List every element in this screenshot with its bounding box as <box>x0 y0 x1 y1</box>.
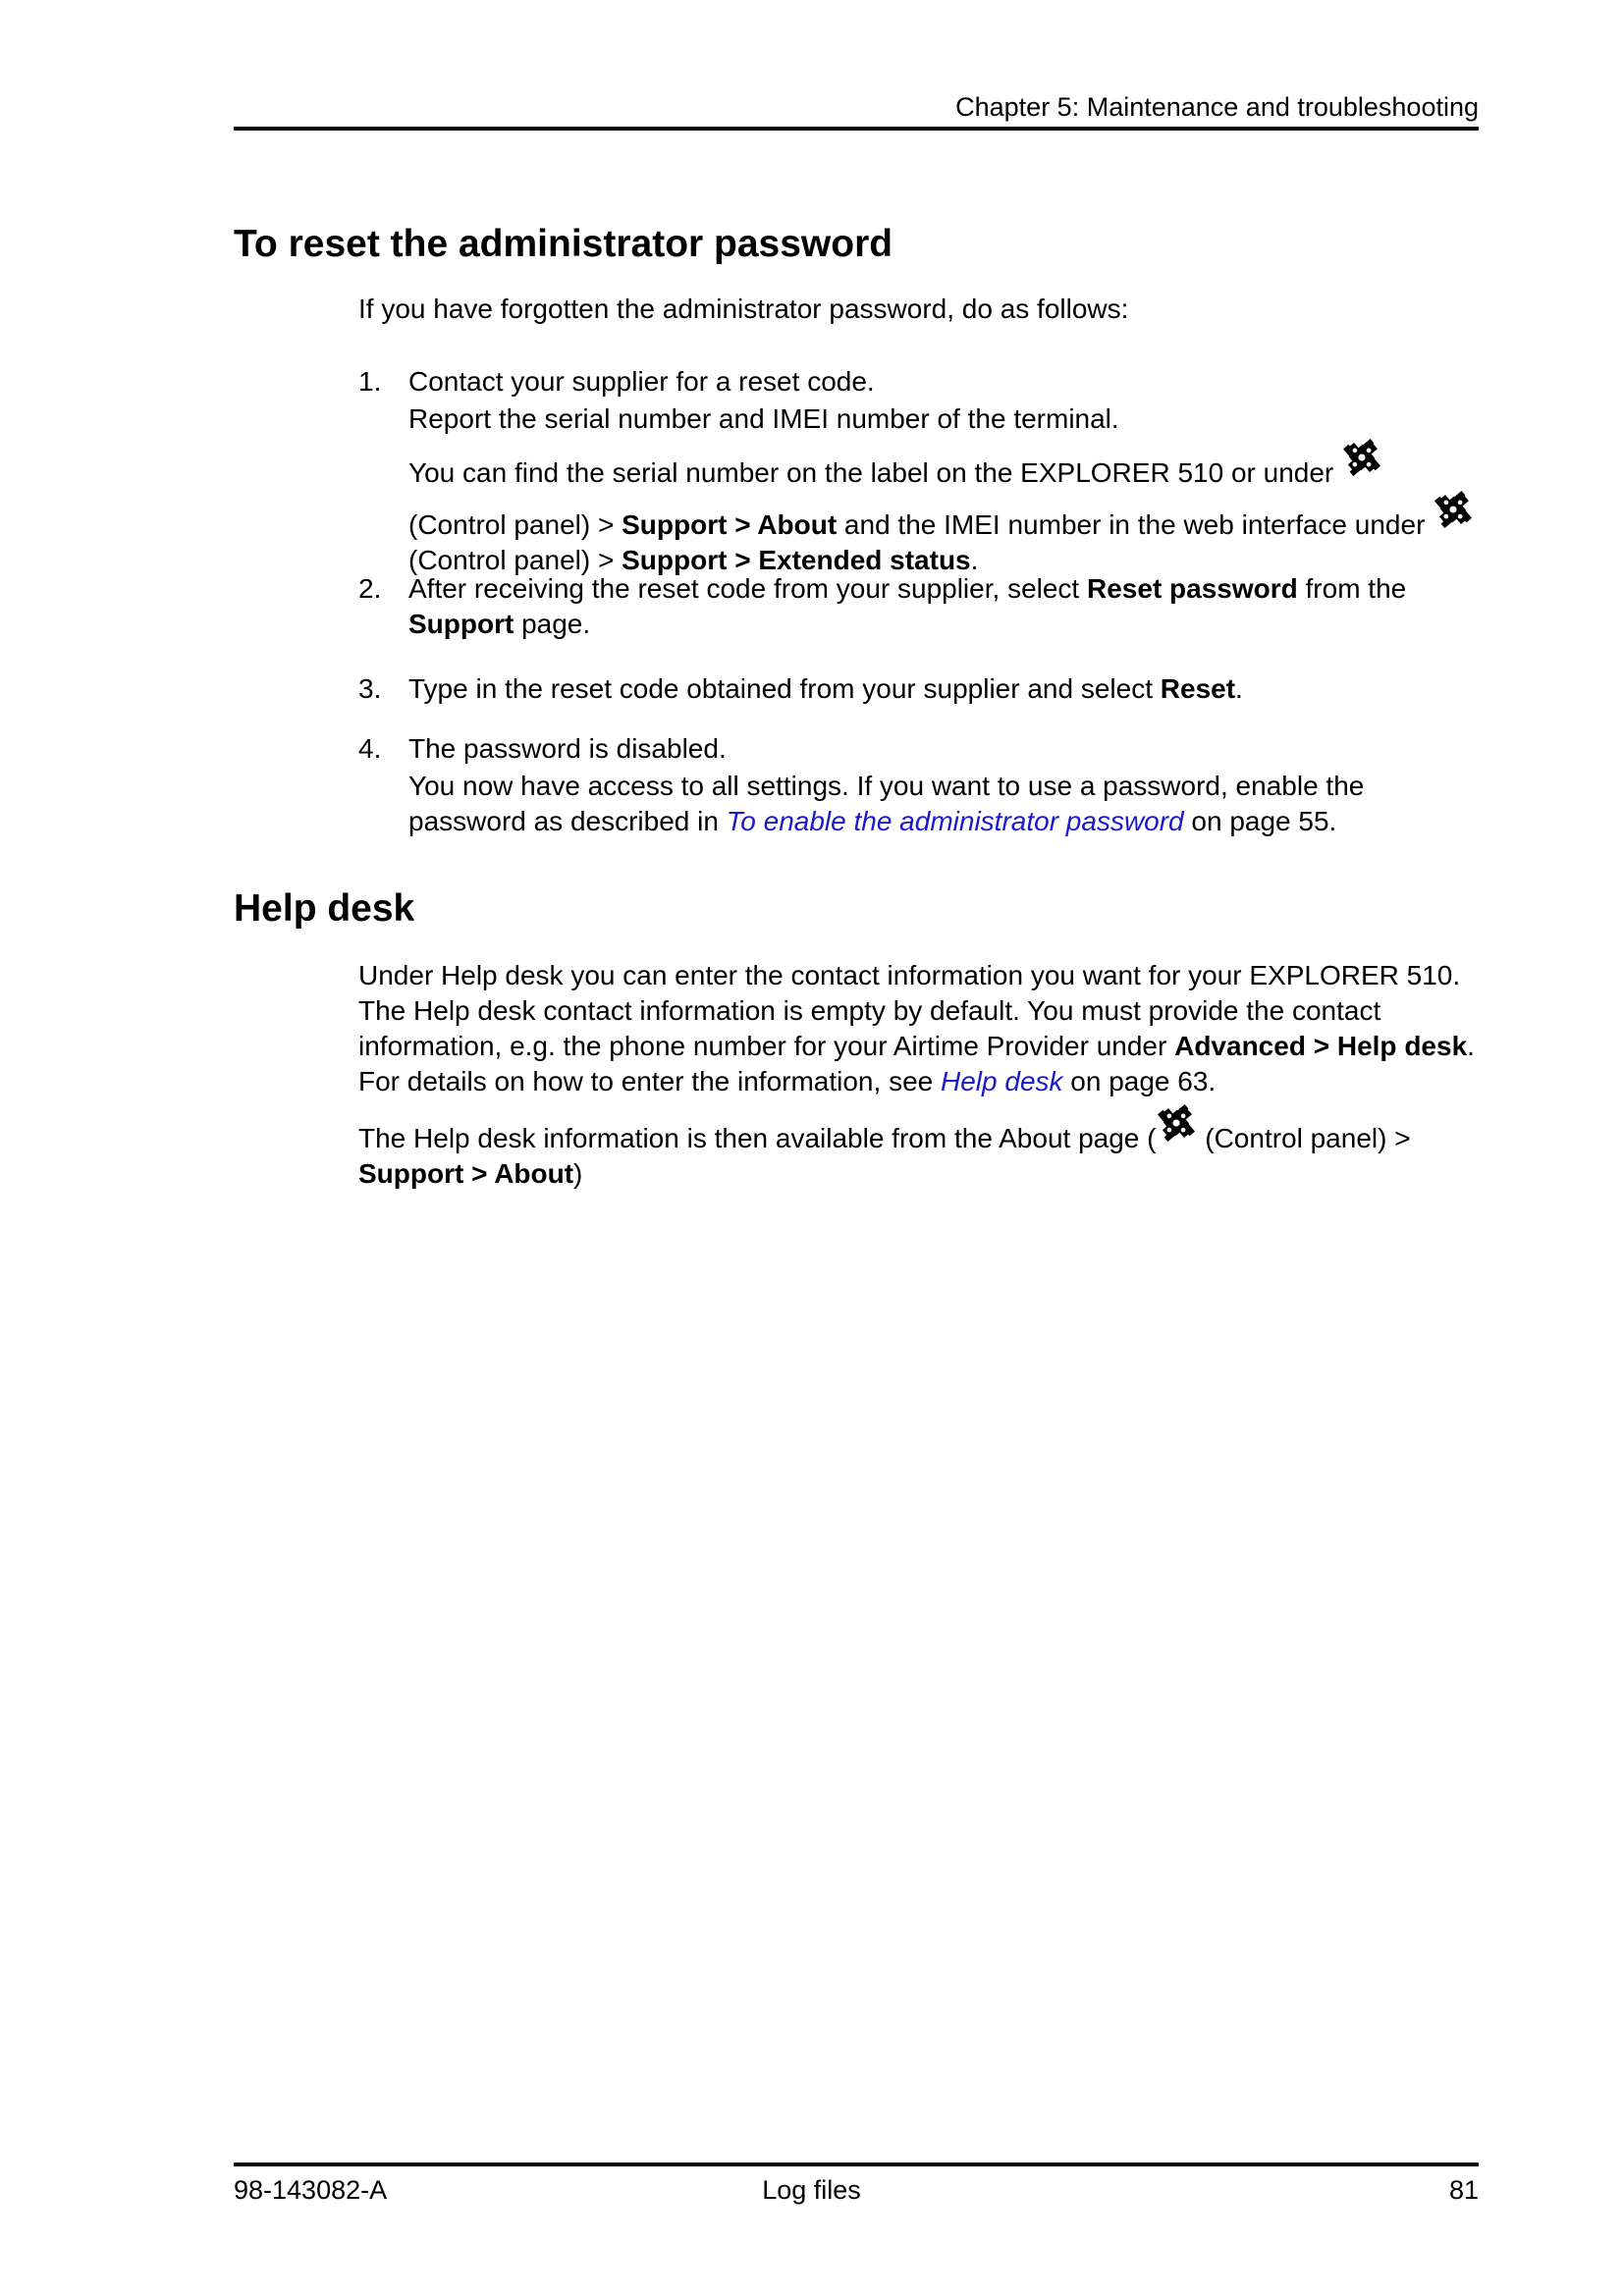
help-desk-paragraph-1: Under Help desk you can enter the contact information you want for your EXPLORER 510. The Help desk contact information is empty by default. You must provide the contact information, e.g. the phone number for your Airtime Provider under Advanced > Help desk. For details on how to enter the information, see Help desk on page 63. <box>358 960 1475 1096</box>
step-text: Report the serial number and IMEI number of the terminal. <box>408 403 1119 434</box>
chapter-header: Chapter 5: Maintenance and troubleshooting <box>955 92 1479 122</box>
step-text: You can find the serial number on the label on the EXPLORER 510 or under (Control panel) > Support > About and the IMEI number in the web interface under (Control panel) > Support > Extended status. <box>408 439 1479 578</box>
intro-paragraph: If you have forgotten the administrator password, do as follows: <box>358 294 1129 324</box>
link-enable-admin-password[interactable]: To enable the administrator password <box>726 806 1184 836</box>
step-number: 1. <box>358 366 382 397</box>
step-4 <box>358 731 1479 839</box>
step-number: 3. <box>358 673 382 704</box>
menu-help-desk: Help desk <box>1336 1031 1468 1061</box>
menu-extended-status: Extended status <box>758 545 971 575</box>
menu-about: About <box>494 1158 574 1189</box>
header-rule <box>234 127 1479 131</box>
step-text: After receiving the reset code from your supplier, select Reset password from the Support page. <box>408 573 1407 639</box>
step-text: The password is disabled. <box>408 733 727 764</box>
menu-reset: Reset <box>1160 673 1236 704</box>
section-title-help-desk: Help desk <box>234 887 415 930</box>
menu-support: Support <box>408 609 514 639</box>
step-text: You now have access to all settings. If you want to use a password, enable the password as described in To enable the administrator password on page 55. <box>408 771 1365 836</box>
menu-advanced: Advanced <box>1174 1031 1306 1061</box>
menu-about: About <box>757 509 838 540</box>
step-number: 4. <box>358 733 382 764</box>
footer-doc-id: 98-143082-A <box>234 2175 388 2205</box>
section-title-reset-password: To reset the administrator password <box>234 223 893 265</box>
help-desk-paragraph-2: The Help desk information is then available from the About page ( (Control panel) > Support > About) <box>358 1104 1479 1192</box>
menu-support: Support <box>622 509 728 540</box>
step-3 <box>358 671 1479 707</box>
step-number: 2. <box>358 573 382 604</box>
step-text: Type in the reset code obtained from your supplier and select Reset. <box>408 673 1243 704</box>
step-text: Contact your supplier for a reset code. <box>408 366 875 397</box>
control-panel-icon <box>1434 491 1472 528</box>
menu-reset-password: Reset password <box>1087 573 1298 604</box>
footer-page-number: 81 <box>1448 2175 1479 2205</box>
control-panel-icon <box>1158 1104 1195 1142</box>
footer-rule <box>234 2163 1479 2166</box>
step-2 <box>358 571 1479 642</box>
menu-support: Support <box>358 1158 464 1189</box>
menu-support: Support <box>622 545 728 575</box>
footer-section: Log files <box>762 2175 861 2205</box>
control-panel-icon <box>1343 439 1380 476</box>
link-help-desk[interactable]: Help desk <box>941 1066 1063 1096</box>
step-1 <box>358 364 1479 578</box>
